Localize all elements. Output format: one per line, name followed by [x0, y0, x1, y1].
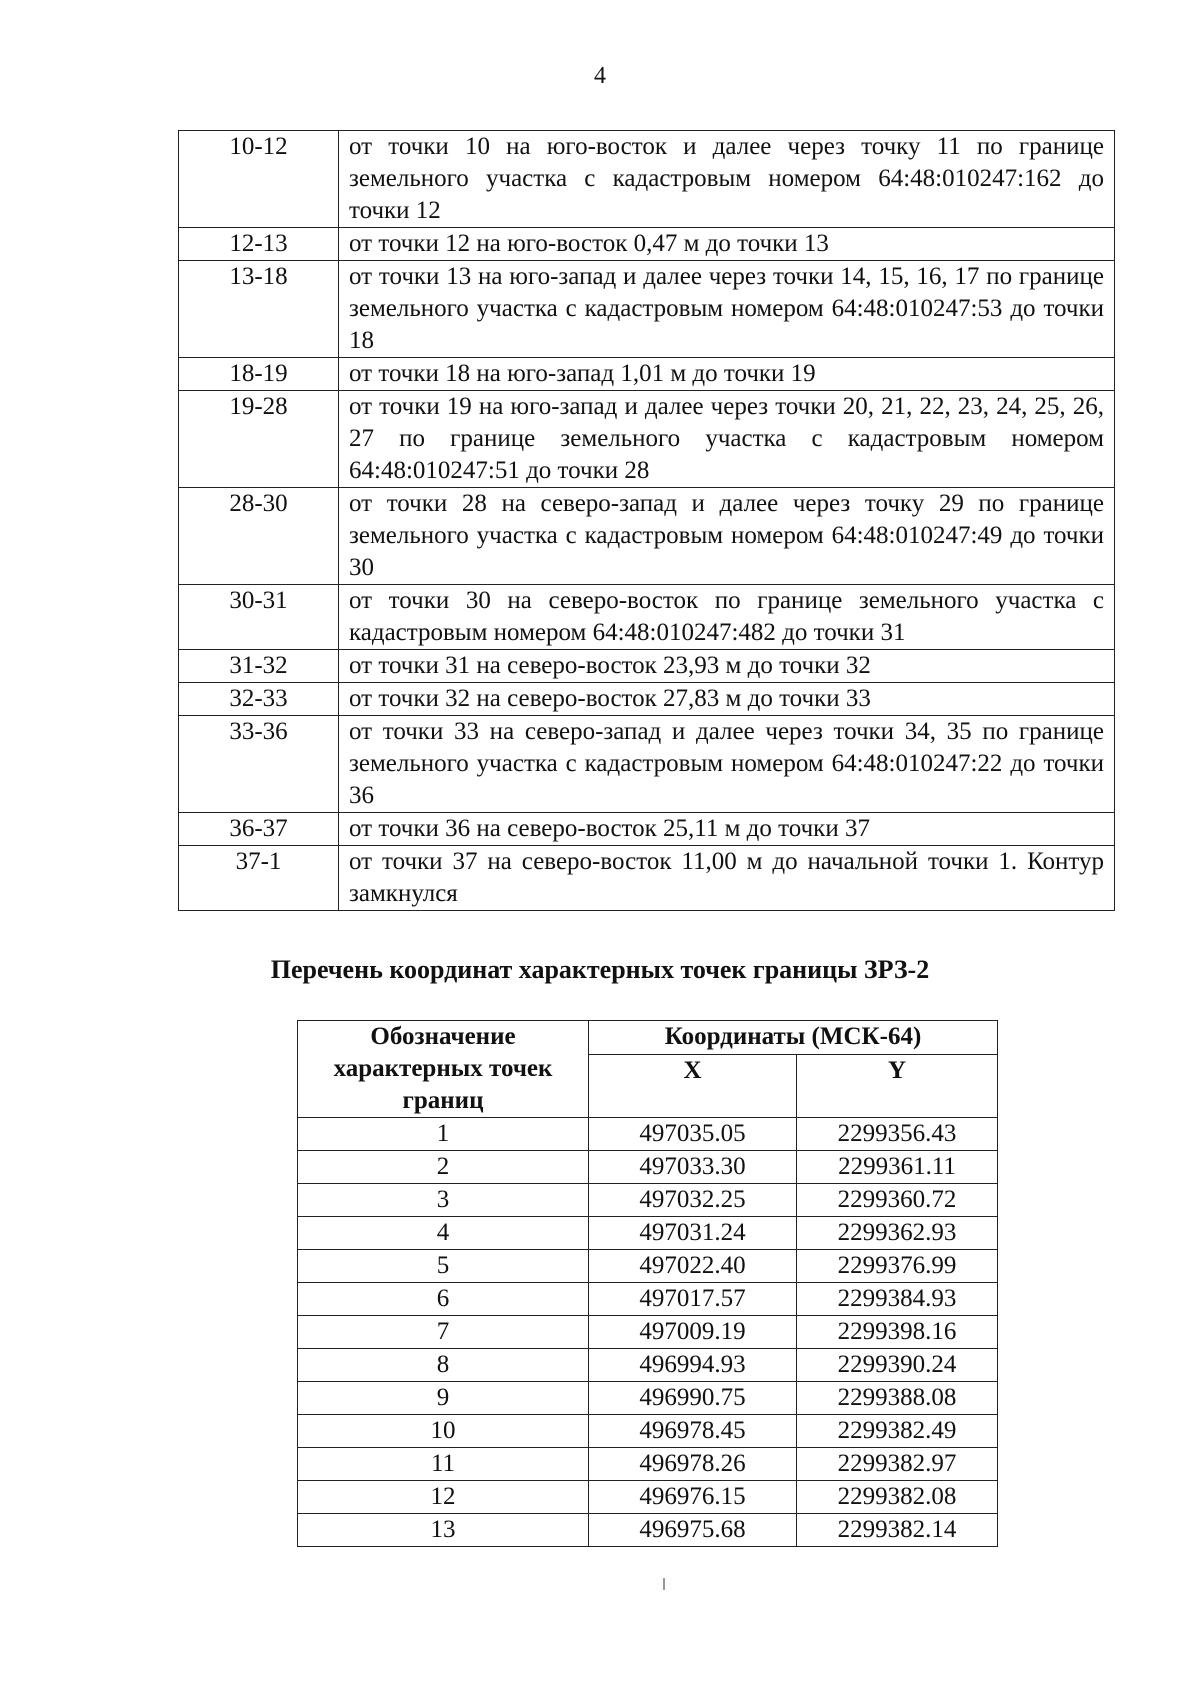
segment-row [179, 261, 1115, 358]
point-number: 1 [298, 1118, 589, 1151]
y-coordinate: 2299362.93 [797, 1217, 998, 1250]
segment-row [179, 846, 1115, 911]
y-coordinate: 2299382.49 [797, 1415, 998, 1448]
segment-description: от точки 30 на северо-восток по границе земельного участка с кадастровым номером 64:48:010247:482 до точки 31 [339, 585, 1115, 650]
coordinates-table-header [298, 1021, 998, 1118]
coordinate-row [298, 1151, 998, 1184]
x-coordinate: 496975.68 [589, 1514, 797, 1547]
segment-row [179, 683, 1115, 716]
point-number: 10 [298, 1415, 589, 1448]
x-coordinate: 497017.57 [589, 1283, 797, 1316]
segment-row [179, 228, 1115, 261]
segment-id: 13-18 [179, 261, 339, 358]
segment-id: 12-13 [179, 228, 339, 261]
segment-row [179, 813, 1115, 846]
segment-row [179, 358, 1115, 391]
coordinate-row [298, 1184, 998, 1217]
x-coordinate: 497033.30 [589, 1151, 797, 1184]
y-header: Y [797, 1055, 998, 1118]
coordinate-row [298, 1481, 998, 1514]
segment-description: от точки 33 на северо-запад и далее через точки 34, 35 по границе земельного участка с кадастровым номером 64:48:010247:22 до точки 36 [339, 716, 1115, 813]
y-coordinate: 2299376.99 [797, 1250, 998, 1283]
segment-description: от точки 18 на юго-запад 1,01 м до точки 19 [339, 358, 1115, 391]
y-coordinate: 2299388.08 [797, 1382, 998, 1415]
coordinates-table [297, 1020, 998, 1547]
designation-header: Обозначение характерных точек границ [298, 1021, 589, 1118]
coordinate-row [298, 1349, 998, 1382]
segment-row [179, 585, 1115, 650]
coordinate-row [298, 1217, 998, 1250]
coordinates-section-title: Перечень координат характерных точек границы ЗРЗ-2 [270, 955, 930, 984]
coordinate-row [298, 1283, 998, 1316]
coordinate-row [298, 1250, 998, 1283]
segment-id: 10-12 [179, 131, 339, 228]
point-number: 13 [298, 1514, 589, 1547]
scan-mark [663, 1578, 665, 1590]
page-number: 4 [594, 63, 606, 89]
x-coordinate: 496994.93 [589, 1349, 797, 1382]
segment-description: от точки 28 на северо-запад и далее через точку 29 по границе земельного участка с кадастровым номером 64:48:010247:49 до точки 30 [339, 488, 1115, 585]
point-number: 8 [298, 1349, 589, 1382]
point-number: 2 [298, 1151, 589, 1184]
y-coordinate: 2299361.11 [797, 1151, 998, 1184]
segment-description: от точки 13 на юго-запад и далее через точки 14, 15, 16, 17 по границе земельного участка с кадастровым номером 64:48:010247:53 до точки 18 [339, 261, 1115, 358]
x-coordinate: 496976.15 [589, 1481, 797, 1514]
segment-row [179, 391, 1115, 488]
segment-row [179, 488, 1115, 585]
segment-id: 30-31 [179, 585, 339, 650]
coordinate-row [298, 1415, 998, 1448]
x-coordinate: 496978.45 [589, 1415, 797, 1448]
x-coordinate: 496978.26 [589, 1448, 797, 1481]
segment-row [179, 131, 1115, 228]
y-coordinate: 2299360.72 [797, 1184, 998, 1217]
segment-id: 19-28 [179, 391, 339, 488]
point-number: 7 [298, 1316, 589, 1349]
coordinate-row [298, 1118, 998, 1151]
x-coordinate: 497035.05 [589, 1118, 797, 1151]
point-number: 12 [298, 1481, 589, 1514]
y-coordinate: 2299356.43 [797, 1118, 998, 1151]
segment-description: от точки 32 на северо-восток 27,83 м до точки 33 [339, 683, 1115, 716]
segment-id: 32-33 [179, 683, 339, 716]
segments-table-body [179, 131, 1115, 911]
segment-id: 18-19 [179, 358, 339, 391]
point-number: 9 [298, 1382, 589, 1415]
y-coordinate: 2299382.14 [797, 1514, 998, 1547]
point-number: 5 [298, 1250, 589, 1283]
point-number: 3 [298, 1184, 589, 1217]
coordinate-row [298, 1514, 998, 1547]
coordinates-table-body [298, 1118, 998, 1547]
segment-row [179, 650, 1115, 683]
coordinate-row [298, 1316, 998, 1349]
y-coordinate: 2299382.08 [797, 1481, 998, 1514]
segment-id: 28-30 [179, 488, 339, 585]
x-coordinate: 497032.25 [589, 1184, 797, 1217]
y-coordinate: 2299384.93 [797, 1283, 998, 1316]
point-number: 11 [298, 1448, 589, 1481]
point-number: 6 [298, 1283, 589, 1316]
segment-id: 31-32 [179, 650, 339, 683]
segment-description: от точки 31 на северо-восток 23,93 м до точки 32 [339, 650, 1115, 683]
segment-description: от точки 36 на северо-восток 25,11 м до точки 37 [339, 813, 1115, 846]
segment-description: от точки 37 на северо-восток 11,00 м до начальной точки 1. Контур замкнулся [339, 846, 1115, 911]
segment-id: 36-37 [179, 813, 339, 846]
x-coordinate: 497009.19 [589, 1316, 797, 1349]
segment-id: 37-1 [179, 846, 339, 911]
segment-row [179, 716, 1115, 813]
segment-description: от точки 10 на юго-восток и далее через точку 11 по границе земельного участка с кадастровым номером 64:48:010247:162 до точки 12 [339, 131, 1115, 228]
coords-group-header: Координаты (МСК-64) [589, 1021, 998, 1055]
x-coordinate: 497022.40 [589, 1250, 797, 1283]
x-header: X [589, 1055, 797, 1118]
point-number: 4 [298, 1217, 589, 1250]
segment-id: 33-36 [179, 716, 339, 813]
segment-description: от точки 19 на юго-запад и далее через точки 20, 21, 22, 23, 24, 25, 26, 27 по границе земельного участка с кадастровым номером 64:48:010247:51 до точки 28 [339, 391, 1115, 488]
segments-table [178, 130, 1115, 911]
x-coordinate: 497031.24 [589, 1217, 797, 1250]
y-coordinate: 2299382.97 [797, 1448, 998, 1481]
y-coordinate: 2299390.24 [797, 1349, 998, 1382]
y-coordinate: 2299398.16 [797, 1316, 998, 1349]
x-coordinate: 496990.75 [589, 1382, 797, 1415]
segment-description: от точки 12 на юго-восток 0,47 м до точки 13 [339, 228, 1115, 261]
coordinate-row [298, 1382, 998, 1415]
coordinate-row [298, 1448, 998, 1481]
